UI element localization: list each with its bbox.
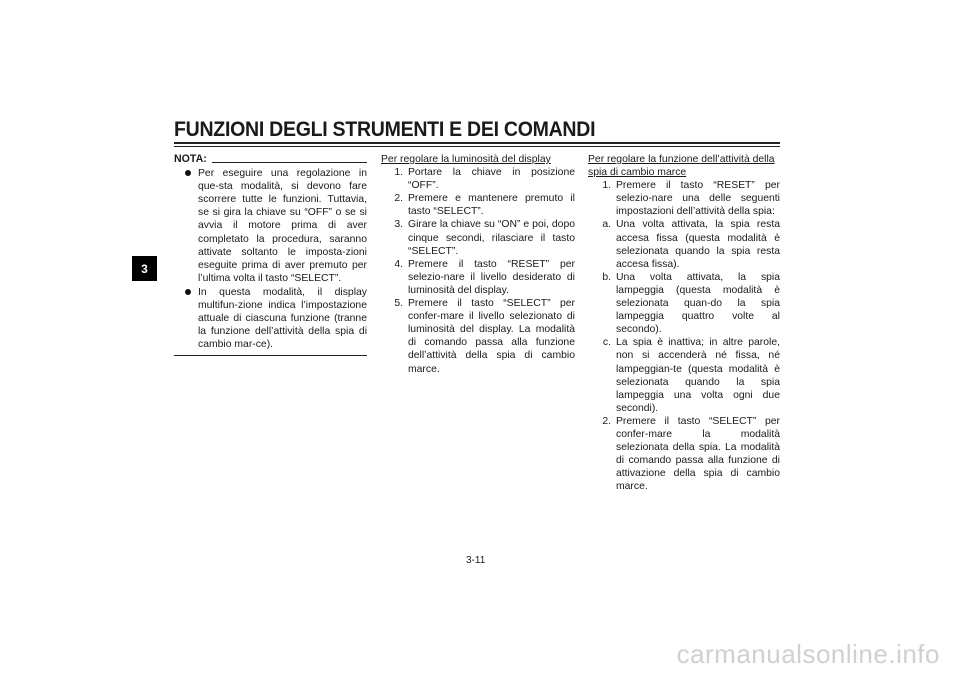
list-item (588, 336, 780, 415)
title-rule (174, 142, 780, 144)
step-number: 1. (602, 180, 611, 192)
step-number: 3. (394, 219, 403, 231)
step-number: b. (602, 271, 611, 283)
nota-bullet (174, 167, 367, 285)
nota-end-rule (174, 355, 367, 356)
nota-bullet-text: In questa modalità, il display multifun-zione indica l’impostazione attuale di ciascuna funzione (tranne la funzione dell’attività della spia di cambio mar-ce). (198, 286, 367, 351)
step-text: Premere il tasto “SELECT” per confer-mare la modalità selezionata della spia. La modalità di comando passa alla funzione di attivazione della spia di cambio marce. (616, 415, 780, 493)
nota-box (174, 153, 367, 356)
step-number: 2. (602, 415, 611, 427)
list-item (381, 192, 575, 218)
list-item (381, 166, 575, 192)
nota-label: NOTA: (174, 153, 207, 165)
list-item (588, 415, 780, 494)
nota-bullet-text: Per eseguire una regolazione in que-sta modalità, si devono fare scorrere tutte le funzioni. Tuttavia, se si gira la chiave su “OFF” o se si avvia il motore prima di aver completato la procedura, saranno attivate soltanto le imposta-zioni eseguite prima di aver premuto per l’ultima volta il tasto “SELECT”. (198, 168, 367, 284)
step-text: Premere il tasto “SELECT” per confer-mare il livello selezionato di luminosità del display. La modalità di comando passa alla funzione dell’attività della spia di cambio marce. (408, 298, 575, 375)
step-text: Premere e mantenere premuto il tasto “SELECT”. (408, 193, 575, 218)
step-text: Una volta attivata, la spia resta accesa fissa (questa modalità è selezionata quando la spia resta accesa fissa). (616, 219, 780, 270)
watermark: carmanualsonline.info (676, 639, 940, 669)
step-number: 1. (394, 167, 403, 179)
nota-header (174, 153, 367, 166)
step-text: Girare la chiave su “ON” e poi, dopo cinque secondi, rilasciare il tasto “SELECT”. (408, 219, 575, 257)
list-item (381, 218, 575, 257)
list-item (381, 258, 575, 297)
list-item (588, 218, 780, 270)
page-number: 3-11 (466, 555, 486, 566)
step-text: Portare la chiave in posizione “OFF”. (408, 167, 575, 192)
list-item (588, 179, 780, 218)
step-number: 2. (394, 193, 403, 205)
bullet-icon (185, 170, 191, 176)
shift-light-section (588, 153, 780, 493)
shift-light-heading: Per regolare la funzione dell’attività della spia di cambio marce (588, 154, 775, 179)
nota-rule (212, 162, 367, 163)
list-item (381, 297, 575, 376)
brightness-section (381, 153, 575, 376)
brightness-heading: Per regolare la luminosità del display (381, 154, 551, 165)
title-rule-thin (174, 146, 780, 147)
chapter-tab: 3 (132, 256, 157, 281)
page-title: FUNZIONI DEGLI STRUMENTI E DEI COMANDI (174, 118, 596, 141)
step-text: Premere il tasto “RESET” per selezio-nare una delle seguenti impostazioni dell’attività della spia: (616, 180, 780, 218)
nota-bullet (174, 286, 367, 351)
step-text: Una volta attivata, la spia lampeggia (questa modalità è selezionata quan-do la spia lampeggia quattro volte al secondo). (616, 271, 780, 336)
step-number: 5. (394, 298, 403, 310)
step-text: Premere il tasto “RESET” per selezio-nare il livello desiderato di luminosità del display. (408, 258, 575, 296)
bullet-icon (185, 289, 191, 295)
step-number: a. (602, 219, 611, 231)
step-number: 4. (394, 258, 403, 270)
step-text: La spia è inattiva; in altre parole, non si accenderà né fissa, né lampeggian-te (questa modalità è selezionata quando la spia lampeggia una volta ogni due secondi). (616, 337, 780, 414)
list-item (588, 271, 780, 336)
step-number: c. (602, 337, 611, 349)
